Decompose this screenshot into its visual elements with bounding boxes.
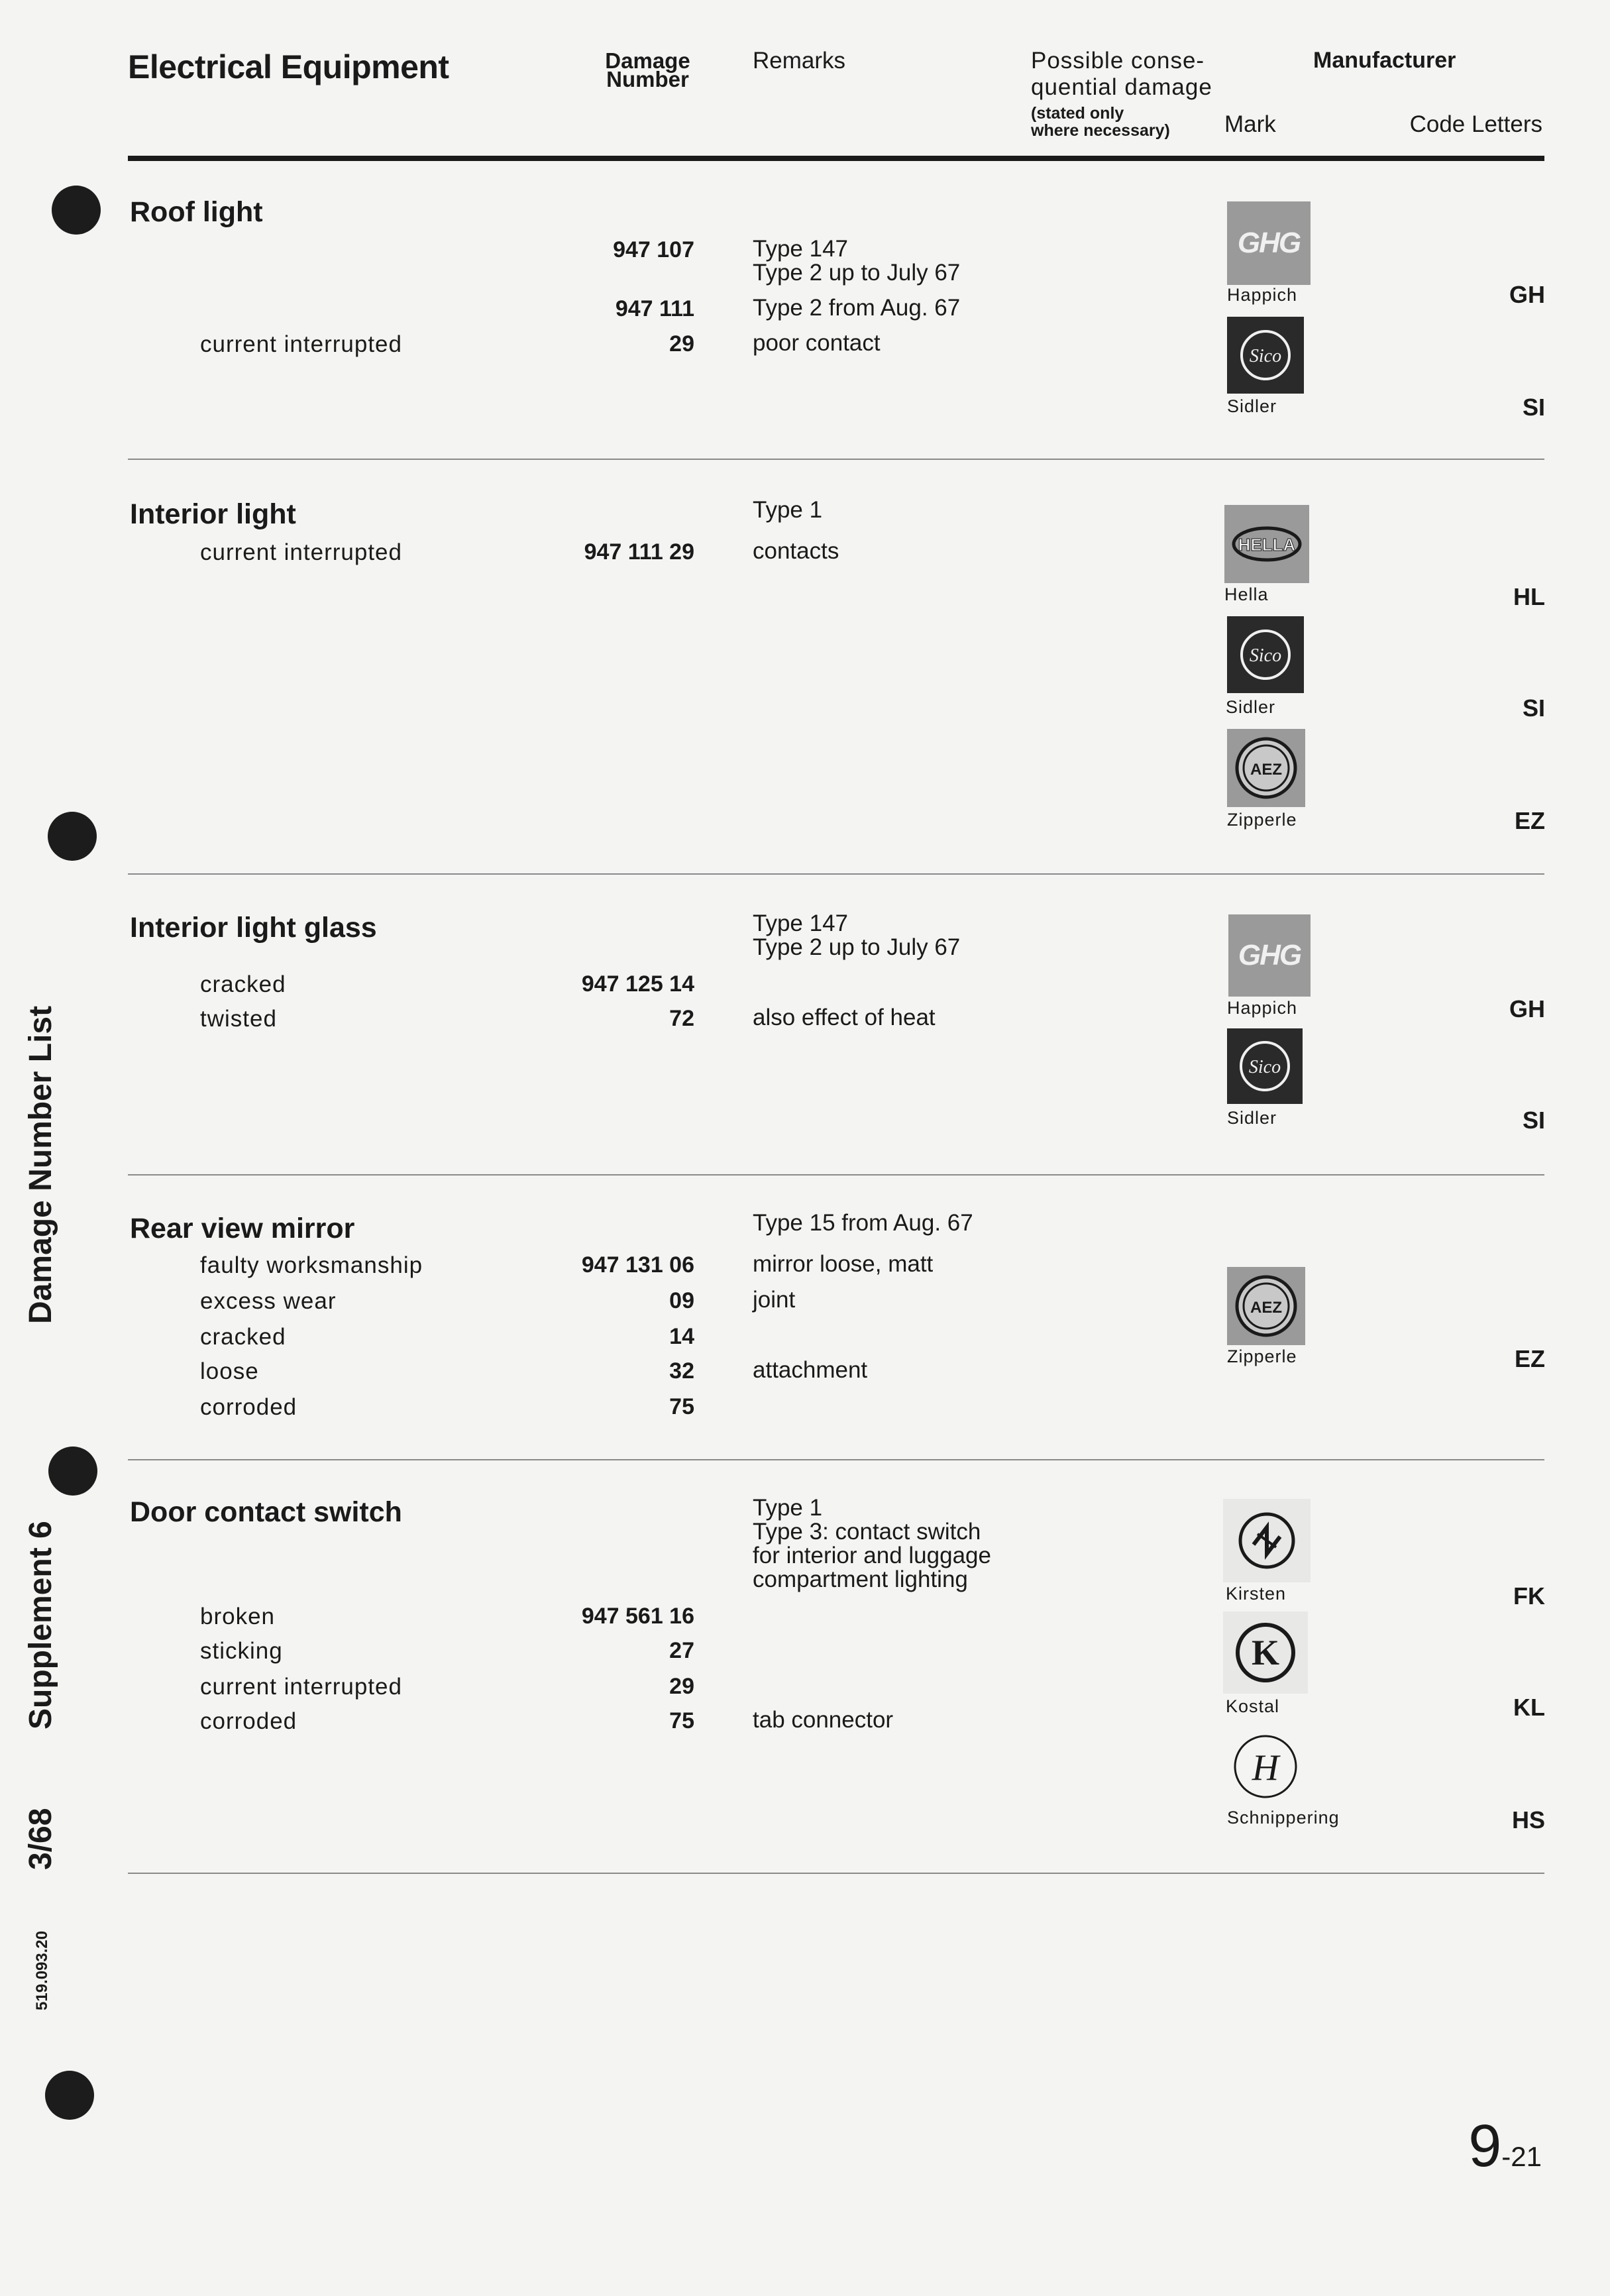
- code-letters: HL: [1513, 583, 1545, 610]
- section-divider: [128, 1459, 1544, 1460]
- svg-text:H: H: [1252, 1747, 1279, 1788]
- sidebar-supplement: Supplement 6: [23, 1521, 58, 1729]
- section-title: Rear view mirror: [130, 1213, 355, 1244]
- damage-number: 947 111: [615, 296, 694, 321]
- manufacturer-name: Hella: [1224, 584, 1269, 604]
- damage-item: sticking: [200, 1638, 283, 1664]
- schnippering-logo: [1227, 1728, 1304, 1805]
- manufacturer-name: Happich: [1227, 998, 1298, 1018]
- damage-number: 09: [669, 1288, 694, 1313]
- svg-text:Sico: Sico: [1248, 1057, 1281, 1077]
- damage-item: current interrupted: [200, 539, 402, 565]
- svg-text:Sico: Sico: [1249, 346, 1282, 366]
- svg-text:K: K: [1251, 1633, 1280, 1672]
- page-title: Electrical Equipment: [128, 48, 449, 85]
- punch-hole: [48, 1447, 97, 1496]
- remark: attachment: [753, 1357, 868, 1383]
- damage-number: 27: [669, 1638, 694, 1663]
- punch-hole: [45, 2071, 94, 2120]
- damage-item: twisted: [200, 1006, 277, 1032]
- header-rule: [128, 156, 1544, 161]
- remark: poor contact: [753, 330, 881, 356]
- code-letters: EZ: [1514, 807, 1545, 834]
- section-title: Door contact switch: [130, 1496, 402, 1528]
- damage-item: current interrupted: [200, 1674, 402, 1700]
- damage-number: 947 131 06: [581, 1252, 694, 1278]
- manufacturer-name: Happich: [1227, 285, 1298, 305]
- remark: mirror loose, matt: [753, 1251, 934, 1277]
- zipperle-logo: [1227, 729, 1305, 807]
- manufacturer-name: Sidler: [1226, 697, 1276, 717]
- damage-item: broken: [200, 1604, 276, 1629]
- code-letters: SI: [1522, 694, 1545, 722]
- damage-number: 72: [669, 1006, 694, 1031]
- header-damage-number: Damage Number: [605, 48, 690, 91]
- svg-text:HELLA: HELLA: [1238, 535, 1296, 555]
- damage-number: 947 561 16: [581, 1604, 694, 1629]
- damage-item: corroded: [200, 1394, 297, 1420]
- manufacturer-name: Sidler: [1227, 1108, 1277, 1128]
- manufacturer-name: Zipperle: [1227, 1346, 1297, 1366]
- remark: Type 147: [753, 236, 848, 262]
- damage-item: corroded: [200, 1708, 297, 1734]
- code-letters: KL: [1513, 1694, 1545, 1721]
- section-title: Roof light: [130, 196, 263, 228]
- remark: tab connector: [753, 1707, 894, 1733]
- damage-number: 75: [669, 1394, 694, 1419]
- code-letters: EZ: [1514, 1345, 1545, 1372]
- manufacturer-name: Schnippering: [1227, 1808, 1340, 1828]
- kostal-logo: [1223, 1612, 1308, 1694]
- damage-number: 32: [669, 1358, 694, 1384]
- remark: for interior and luggage: [753, 1543, 991, 1568]
- damage-number: 14: [669, 1324, 694, 1349]
- remark: contacts: [753, 538, 839, 564]
- damage-item: cracked: [200, 971, 286, 997]
- damage-number: 29: [669, 1674, 694, 1699]
- remark: Type 1: [753, 1495, 823, 1521]
- header-mark: Mark: [1224, 111, 1276, 137]
- code-letters: GH: [1509, 281, 1545, 308]
- hella-logo: [1224, 505, 1309, 583]
- damage-item: cracked: [200, 1324, 286, 1350]
- sidebar-doc-number: 519.093.20: [33, 1930, 51, 2010]
- section-divider: [128, 1873, 1544, 1874]
- code-letters: FK: [1513, 1582, 1545, 1610]
- zipperle-logo: [1227, 1267, 1305, 1345]
- sidler-logo: [1227, 317, 1304, 394]
- svg-text:AEZ: AEZ: [1250, 761, 1282, 779]
- damage-number: 75: [669, 1708, 694, 1733]
- header-possible-damage: Possible conse- quential damage (stated only where necessary): [1031, 48, 1212, 140]
- manufacturer-name: Kirsten: [1226, 1584, 1287, 1604]
- happich-logo: GHG: [1228, 914, 1311, 997]
- manufacturer-name: Sidler: [1227, 396, 1277, 416]
- manufacturer-name: Kostal: [1226, 1696, 1280, 1716]
- svg-text:AEZ: AEZ: [1250, 1299, 1282, 1317]
- section-title: Interior light: [130, 498, 296, 530]
- punch-hole: [52, 186, 101, 235]
- remark: joint: [753, 1287, 796, 1313]
- svg-text:Sico: Sico: [1249, 645, 1282, 666]
- remark: Type 3: contact switch: [753, 1519, 981, 1545]
- damage-number: 29: [669, 331, 694, 356]
- code-letters: GH: [1509, 995, 1545, 1022]
- remark: Type 2 up to July 67: [753, 934, 961, 960]
- remark: Type 15 from Aug. 67: [753, 1210, 973, 1236]
- damage-item: loose: [200, 1358, 259, 1384]
- header-manufacturer: Manufacturer: [1313, 48, 1456, 73]
- header-code-letters: Code Letters: [1409, 111, 1542, 137]
- section-divider: [128, 873, 1544, 875]
- sidebar-list-title: Damage Number List: [23, 1005, 58, 1324]
- page-number: 9-21: [1468, 2113, 1542, 2179]
- code-letters: HS: [1511, 1806, 1545, 1833]
- punch-hole: [48, 812, 97, 861]
- kirsten-logo: [1223, 1499, 1311, 1582]
- section-divider: [128, 1174, 1544, 1175]
- header-remarks: Remarks: [753, 48, 846, 74]
- damage-item: faulty worksmanship: [200, 1252, 423, 1278]
- code-letters: SI: [1522, 394, 1545, 421]
- damage-number: 947 107: [613, 237, 694, 262]
- remark: Type 2 from Aug. 67: [753, 295, 961, 321]
- damage-item: excess wear: [200, 1288, 337, 1314]
- sidebar-date: 3/68: [23, 1808, 58, 1870]
- section-divider: [128, 459, 1544, 460]
- damage-number: 947 111 29: [584, 539, 694, 565]
- happich-logo: GHG: [1227, 201, 1311, 285]
- damage-number: 947 125 14: [581, 971, 694, 997]
- remark: compartment lighting: [753, 1566, 968, 1592]
- remark: also effect of heat: [753, 1005, 936, 1030]
- manufacturer-name: Zipperle: [1227, 810, 1297, 830]
- damage-item: current interrupted: [200, 331, 402, 357]
- section-title: Interior light glass: [130, 912, 377, 944]
- sidler-logo: [1227, 1028, 1303, 1104]
- remark: Type 2 up to July 67: [753, 260, 961, 286]
- remark: Type 147: [753, 910, 848, 936]
- code-letters: SI: [1522, 1107, 1545, 1134]
- remark: Type 1: [753, 497, 823, 523]
- sidler-logo: [1227, 616, 1304, 693]
